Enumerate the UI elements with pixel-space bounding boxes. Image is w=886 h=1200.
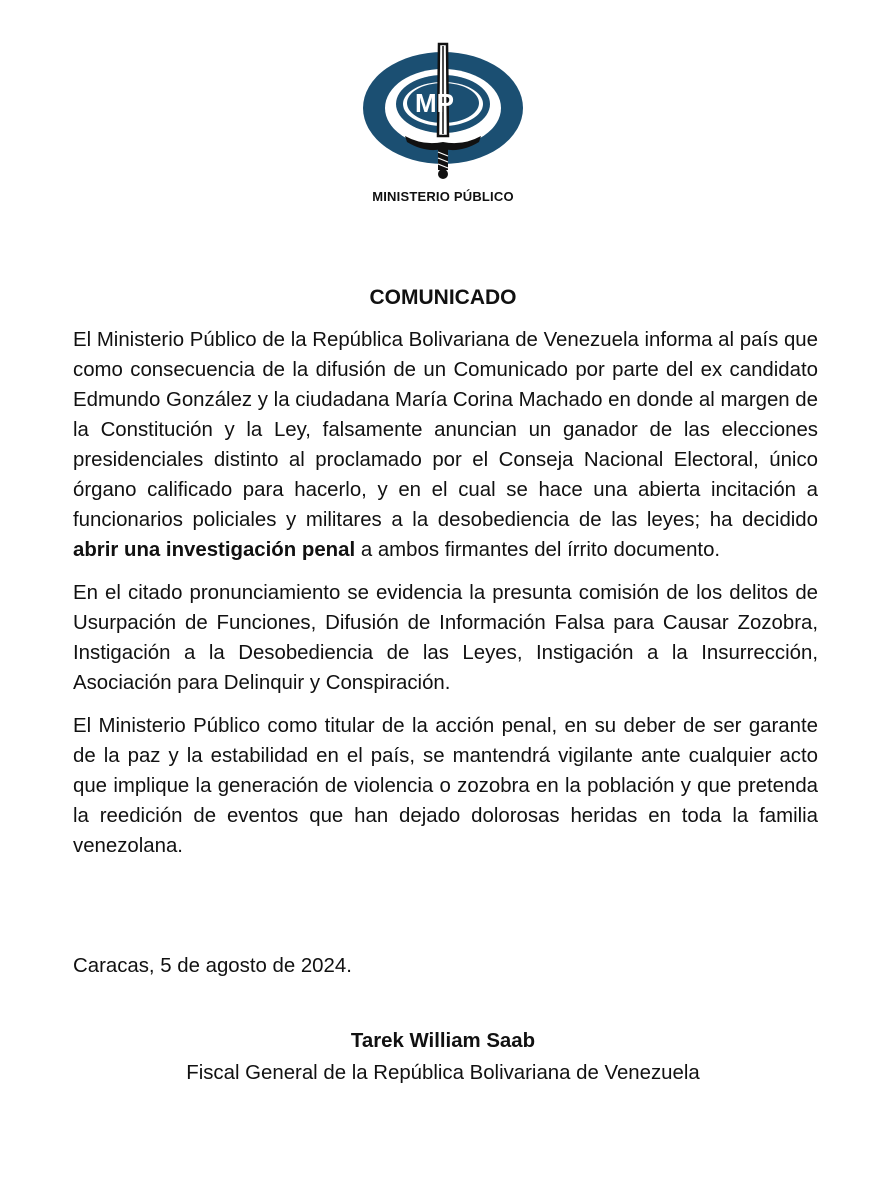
paragraph-1 bbox=[73, 325, 818, 565]
logo-monogram: MP bbox=[415, 88, 454, 118]
paragraph-2: En el citado pronunciamiento se evidencia la presunta comisión de los delitos de Usurpación de Funciones, Difusión de Información Falsa para Causar Zozobra, Instigación a la Desobediencia de las Leyes, Instigación a la Insurrección, Asociación para Delinquir y Conspiración. bbox=[73, 582, 818, 694]
svg-text:MP bbox=[415, 88, 454, 118]
document-title: COMUNICADO bbox=[369, 286, 517, 309]
paragraph-3: El Ministerio Público como titular de la acción penal, en su deber de ser garante de la paz y la estabilidad en el país, se mantendrá vigilante ante cualquier acto que implique la generación de violencia o zozobra en la población y que pretenda la reedición de eventos que han dejado dolorosas heridas en toda la familia venezolana. bbox=[73, 715, 818, 857]
mp-emblem-icon bbox=[353, 40, 533, 190]
document-date: Caracas, 5 de agosto de 2024. bbox=[73, 955, 352, 977]
signer-name: Tarek William Saab bbox=[350, 1030, 536, 1052]
paragraph-1-tail: a ambos firmantes del írrito documento. bbox=[355, 539, 721, 561]
paragraph-1-text: El Ministerio Público de la República Bolivariana de Venezuela informa al país que como consecuencia de la difusión de un Comunicado por parte del ex candidato Edmundo González y la ciudadana María Corina Machado en donde al margen de la Constitución y la Ley, falsamente anuncian un ganador de las elecciones presidenciales distinto al proclamado por el Conseja Nacional Electoral, único órgano calificado para hacerlo, y en el cual se hace una abierta incitación a funcionarios policiales y militares a la desobediencia de las leyes; ha decidido bbox=[73, 329, 818, 531]
ministerio-publico-logo bbox=[0, 40, 886, 210]
signer-title: Fiscal General de la República Bolivariana de Venezuela bbox=[186, 1062, 700, 1084]
logo-caption: MINISTERIO PÚBLICO bbox=[372, 189, 514, 204]
document-body bbox=[73, 325, 818, 874]
paragraph-1-bold: abrir una investigación penal bbox=[73, 539, 356, 561]
